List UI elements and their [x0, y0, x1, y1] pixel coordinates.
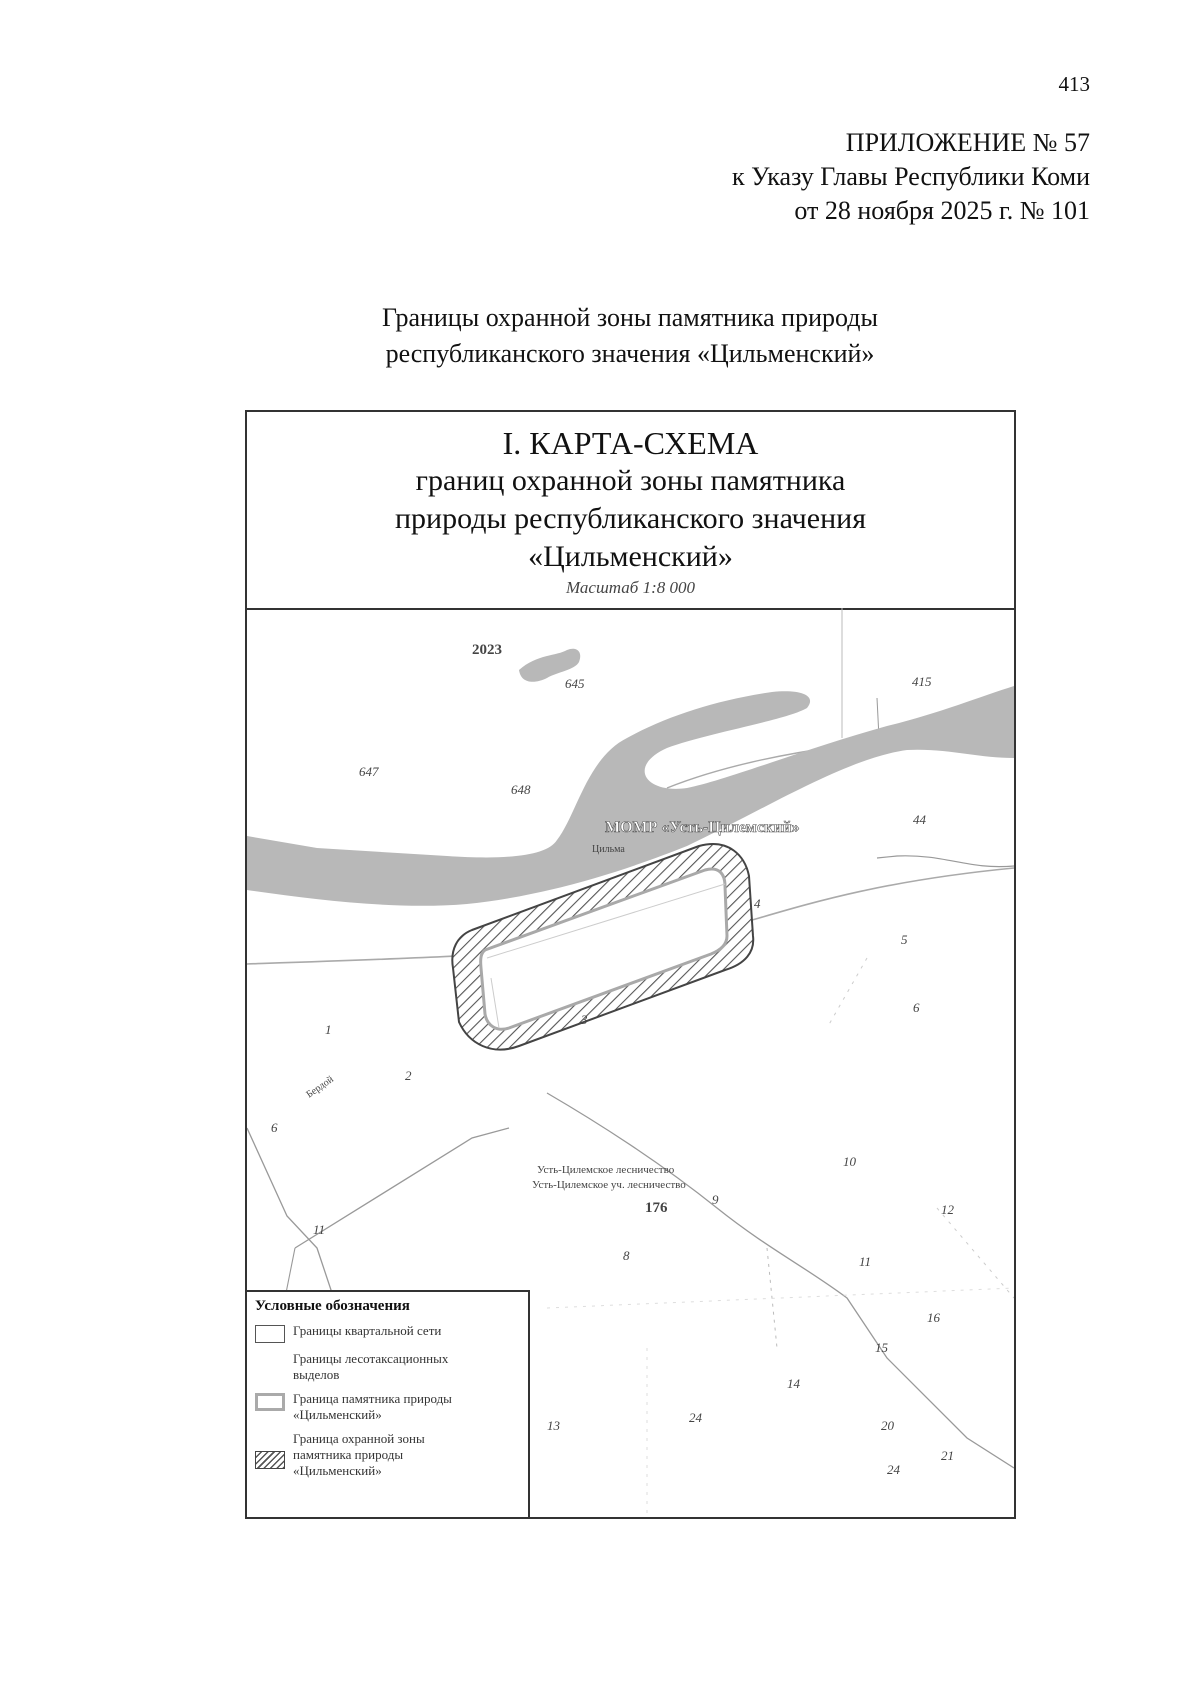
- label-forestry-1: Усть-Цилемское лесничество: [537, 1164, 675, 1176]
- map-header: [247, 412, 1014, 610]
- document-title: [0, 300, 1200, 372]
- label-13: 13: [547, 1418, 560, 1433]
- label-6-east: 6: [913, 1000, 920, 1015]
- label-44: 44: [913, 812, 926, 827]
- document-title-line1: Границы охранной зоны памятника природы: [382, 303, 878, 332]
- legend-label-forest: [293, 1351, 448, 1383]
- quarter-boundary: [547, 1288, 1014, 1308]
- document-title-line2: республиканского значения «Цильменский»: [385, 339, 875, 368]
- legend-label-zone-line3: «Цильменский»: [293, 1463, 382, 1478]
- legend-label-forest-line2: выделов: [293, 1367, 340, 1382]
- quarter-boundary: [877, 856, 1014, 867]
- label-648: 648: [511, 782, 531, 797]
- label-quarter-176: 176: [645, 1200, 668, 1216]
- label-5: 5: [901, 932, 908, 947]
- page-number: 413: [1058, 72, 1090, 96]
- legend-item-quarter: [255, 1323, 520, 1343]
- label-15: 15: [875, 1340, 888, 1355]
- quarter-boundary: [827, 958, 867, 1028]
- label-10: 10: [843, 1154, 856, 1169]
- map-title-line1: I. КАРТА-СХЕМА: [502, 425, 759, 461]
- label-6-west: 6: [271, 1120, 278, 1135]
- appendix-number: ПРИЛОЖЕНИЕ № 57: [845, 128, 1090, 157]
- label-2: 2: [405, 1068, 412, 1083]
- label-14: 14: [787, 1376, 800, 1391]
- legend-label-forest-line1: Границы лесотаксационных: [293, 1351, 449, 1366]
- label-16: 16: [927, 1310, 940, 1325]
- legend-swatch-zone: [255, 1451, 285, 1469]
- map-frame: [245, 410, 1016, 1519]
- legend-item-monument: [255, 1391, 520, 1423]
- quarter-boundary: [937, 1208, 1014, 1298]
- appendix-date: от 28 ноября 2025 г. № 101: [794, 196, 1090, 225]
- legend-label-quarter: [293, 1323, 441, 1339]
- map-scale: Масштаб 1:8 000: [566, 578, 695, 597]
- label-river: Цильма: [592, 844, 625, 855]
- legend-label-monument-line2: «Цильменский»: [293, 1407, 382, 1422]
- label-24-east: 24: [887, 1462, 900, 1477]
- label-8: 8: [623, 1248, 630, 1263]
- label-quarter-2023: 2023: [472, 642, 502, 658]
- legend-label-zone-line1: Граница охранной зоны: [293, 1431, 425, 1446]
- legend-swatch-quarter: [255, 1325, 285, 1343]
- map-title-line2: границ охранной зоны памятника: [415, 464, 846, 497]
- label-645: 645: [565, 676, 585, 691]
- label-11-east: 11: [859, 1254, 872, 1269]
- appendix-block: [732, 126, 1090, 228]
- quarter-boundary: [295, 1128, 509, 1248]
- legend-label-zone: [293, 1431, 425, 1479]
- legend-label-quarter-text: Границы квартальной сети: [293, 1323, 442, 1338]
- map-title-line3: природы республиканского значения: [395, 502, 866, 535]
- legend-title: Условные обозначения: [255, 1298, 410, 1314]
- legend-label-monument: [293, 1391, 452, 1423]
- map-legend: [247, 1290, 530, 1517]
- quarter-boundary: [547, 1093, 1014, 1468]
- label-forestry-2: Усть-Цилемское уч. лесничество: [532, 1179, 686, 1191]
- map-title-line4: «Цильменский»: [528, 540, 733, 573]
- label-415: 415: [912, 674, 932, 689]
- legend-item-zone: [255, 1431, 520, 1479]
- label-4: 4: [754, 896, 761, 911]
- label-9: 9: [712, 1192, 719, 1207]
- label-3: 3: [581, 1012, 588, 1027]
- appendix-decree: к Указу Главы Республики Коми: [732, 162, 1090, 191]
- legend-swatch-monument: [255, 1393, 285, 1411]
- label-647: 647: [359, 764, 379, 779]
- label-21: 21: [941, 1448, 954, 1463]
- legend-label-monument-line1: Граница памятника природы: [293, 1391, 452, 1406]
- label-24-west: 24: [689, 1410, 702, 1425]
- label-road: Бердой: [304, 1073, 336, 1101]
- label-1: 1: [325, 1022, 332, 1037]
- label-momr: МОМР «Усть-Цилемский»: [605, 819, 800, 836]
- label-12: 12: [941, 1202, 954, 1217]
- legend-label-zone-line2: памятника природы: [293, 1447, 404, 1462]
- label-11-west: 11: [313, 1222, 326, 1237]
- legend-item-forest: [255, 1351, 520, 1383]
- legend-swatch-forest: [255, 1353, 285, 1371]
- label-20: 20: [881, 1418, 894, 1433]
